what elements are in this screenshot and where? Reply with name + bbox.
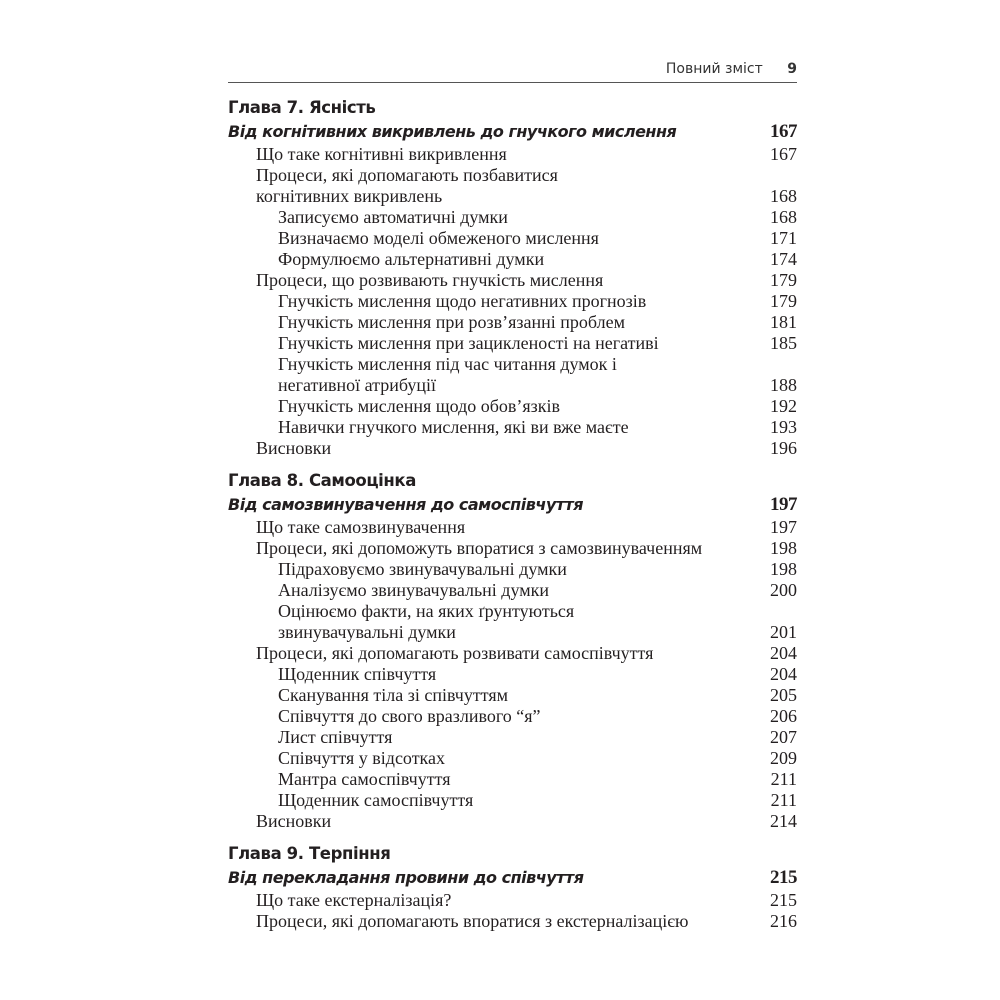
toc-entry[interactable] xyxy=(228,354,797,396)
toc-entry[interactable] xyxy=(228,580,797,601)
toc-entry[interactable] xyxy=(228,417,797,438)
toc-entry[interactable] xyxy=(228,144,797,165)
entry-title: Формулюємо альтернативні думки xyxy=(278,249,545,269)
table-of-contents xyxy=(228,96,797,932)
entry-title: Процеси, які допоможуть впоратися з самозвинуваченням xyxy=(256,538,703,558)
page-ref: 204 xyxy=(770,664,797,684)
chapter-title: Глава 7. Ясність xyxy=(228,98,376,117)
toc-entry[interactable] xyxy=(228,538,797,559)
page-ref: 198 xyxy=(770,538,797,558)
page-ref: 211 xyxy=(770,769,797,789)
entry-title: Підраховуємо звинувачувальні думки xyxy=(278,559,567,579)
entry-title: Співчуття до свого вразливого “я” xyxy=(278,706,541,726)
page-ref: 174 xyxy=(770,249,797,269)
page-ref: 168 xyxy=(770,186,797,206)
page-ref: 207 xyxy=(770,727,797,747)
toc-entry[interactable] xyxy=(228,664,797,685)
entry-title: Мантра самоспівчуття xyxy=(278,769,451,789)
entry-title: Гнучкість мислення при розв’язанні проблем xyxy=(278,312,625,332)
page-ref: 216 xyxy=(770,911,797,931)
page-number: 9 xyxy=(787,61,797,77)
toc-entry[interactable] xyxy=(228,270,797,291)
entry-title: Гнучкість мислення щодо обов’язків xyxy=(278,396,561,416)
page-ref: 215 xyxy=(770,867,797,888)
entry-title: Визначаємо моделі обмеженого мислення xyxy=(278,228,599,248)
toc-entry[interactable] xyxy=(228,727,797,748)
page-ref: 168 xyxy=(770,207,797,227)
entry-title: Оцінюємо факти, на яких ґрунтуються звинувачувальні думки xyxy=(278,601,575,642)
page-ref: 198 xyxy=(770,559,797,579)
chapter-subtitle: Від когнітивних викривлень до гнучкого мислення xyxy=(228,122,677,141)
toc-entry[interactable] xyxy=(228,790,797,811)
entry-title: Щоденник самоспівчуття xyxy=(278,790,474,810)
toc-entry[interactable] xyxy=(228,706,797,727)
entry-title: Співчуття у відсотках xyxy=(278,748,446,768)
page-ref: 171 xyxy=(770,228,797,248)
entry-title: Процеси, які допомагають впоратися з екстерналізацією xyxy=(256,911,689,931)
chapter-title: Глава 9. Терпіння xyxy=(228,844,391,863)
page-ref: 201 xyxy=(770,622,797,642)
page-ref: 204 xyxy=(770,643,797,663)
entry-title: Аналізуємо звинувачувальні думки xyxy=(278,580,549,600)
entry-title: Висновки xyxy=(256,438,332,458)
page-ref: 196 xyxy=(770,438,797,458)
toc-entry[interactable] xyxy=(228,769,797,790)
toc-entry[interactable] xyxy=(228,165,797,207)
running-title: Повний зміст xyxy=(665,61,763,77)
toc-entry[interactable] xyxy=(228,559,797,580)
toc-entry[interactable] xyxy=(228,517,797,538)
page-ref: 215 xyxy=(770,890,797,910)
running-header xyxy=(228,56,797,83)
page-ref: 214 xyxy=(770,811,797,831)
entry-title: Гнучкість мислення під час читання думок і негативної атрибуції xyxy=(278,354,617,395)
toc-entry[interactable] xyxy=(228,890,797,911)
toc-entry[interactable] xyxy=(228,911,797,932)
entry-title: Що таке когнітивні викривлення xyxy=(256,144,507,164)
chapter-subtitle-row[interactable] xyxy=(228,492,797,517)
toc-entry[interactable] xyxy=(228,396,797,417)
entry-title: Процеси, що розвивають гнучкість мислення xyxy=(256,270,604,290)
chapter-subtitle-row[interactable] xyxy=(228,119,797,144)
page-ref: 193 xyxy=(770,417,797,437)
entry-title: Процеси, які допомагають розвивати самоспівчуття xyxy=(256,643,654,663)
toc-entry[interactable] xyxy=(228,312,797,333)
toc-entry[interactable] xyxy=(228,438,797,459)
page-ref: 192 xyxy=(770,396,797,416)
page-ref: 167 xyxy=(770,144,797,164)
entry-title: Лист співчуття xyxy=(278,727,393,747)
entry-title: Сканування тіла зі співчуттям xyxy=(278,685,509,705)
toc-entry[interactable] xyxy=(228,228,797,249)
chapter-subtitle-row[interactable] xyxy=(228,865,797,890)
page-ref: 205 xyxy=(770,685,797,705)
page-ref: 200 xyxy=(770,580,797,600)
page-ref: 185 xyxy=(770,333,797,353)
toc-entry[interactable] xyxy=(228,643,797,664)
page-ref: 209 xyxy=(770,748,797,768)
toc-entry[interactable] xyxy=(228,249,797,270)
page-ref: 197 xyxy=(770,494,797,515)
toc-entry[interactable] xyxy=(228,811,797,832)
chapter-subtitle: Від самозвинувачення до самоспівчуття xyxy=(228,495,584,514)
entry-title: Що таке самозвинувачення xyxy=(256,517,466,537)
page-ref: 206 xyxy=(770,706,797,726)
entry-title: Що таке екстерналізація? xyxy=(256,890,452,910)
page-ref: 188 xyxy=(770,375,797,395)
entry-title: Процеси, які допомагають позбавитися когнітивних викривлень xyxy=(256,165,558,206)
page-ref: 181 xyxy=(770,312,797,332)
toc-entry[interactable] xyxy=(228,685,797,706)
page-ref: 197 xyxy=(770,517,797,537)
entry-title: Записуємо автоматичні думки xyxy=(278,207,508,227)
toc-entry[interactable] xyxy=(228,601,797,643)
entry-title: Висновки xyxy=(256,811,332,831)
toc-entry[interactable] xyxy=(228,291,797,312)
entry-title: Щоденник співчуття xyxy=(278,664,437,684)
toc-entry[interactable] xyxy=(228,748,797,769)
page-ref: 179 xyxy=(770,270,797,290)
page-ref: 167 xyxy=(770,121,797,142)
toc-entry[interactable] xyxy=(228,333,797,354)
page-ref: 211 xyxy=(770,790,797,810)
entry-title: Гнучкість мислення при зацикленості на негативі xyxy=(278,333,659,353)
chapter-subtitle: Від перекладання провини до співчуття xyxy=(228,868,584,887)
running-header-text xyxy=(666,61,797,77)
toc-entry[interactable] xyxy=(228,207,797,228)
entry-title: Навички гнучкого мислення, які ви вже маєте xyxy=(278,417,629,437)
entry-title: Гнучкість мислення щодо негативних прогнозів xyxy=(278,291,647,311)
chapter-title: Глава 8. Самооцінка xyxy=(228,471,416,490)
page-ref: 179 xyxy=(770,291,797,311)
